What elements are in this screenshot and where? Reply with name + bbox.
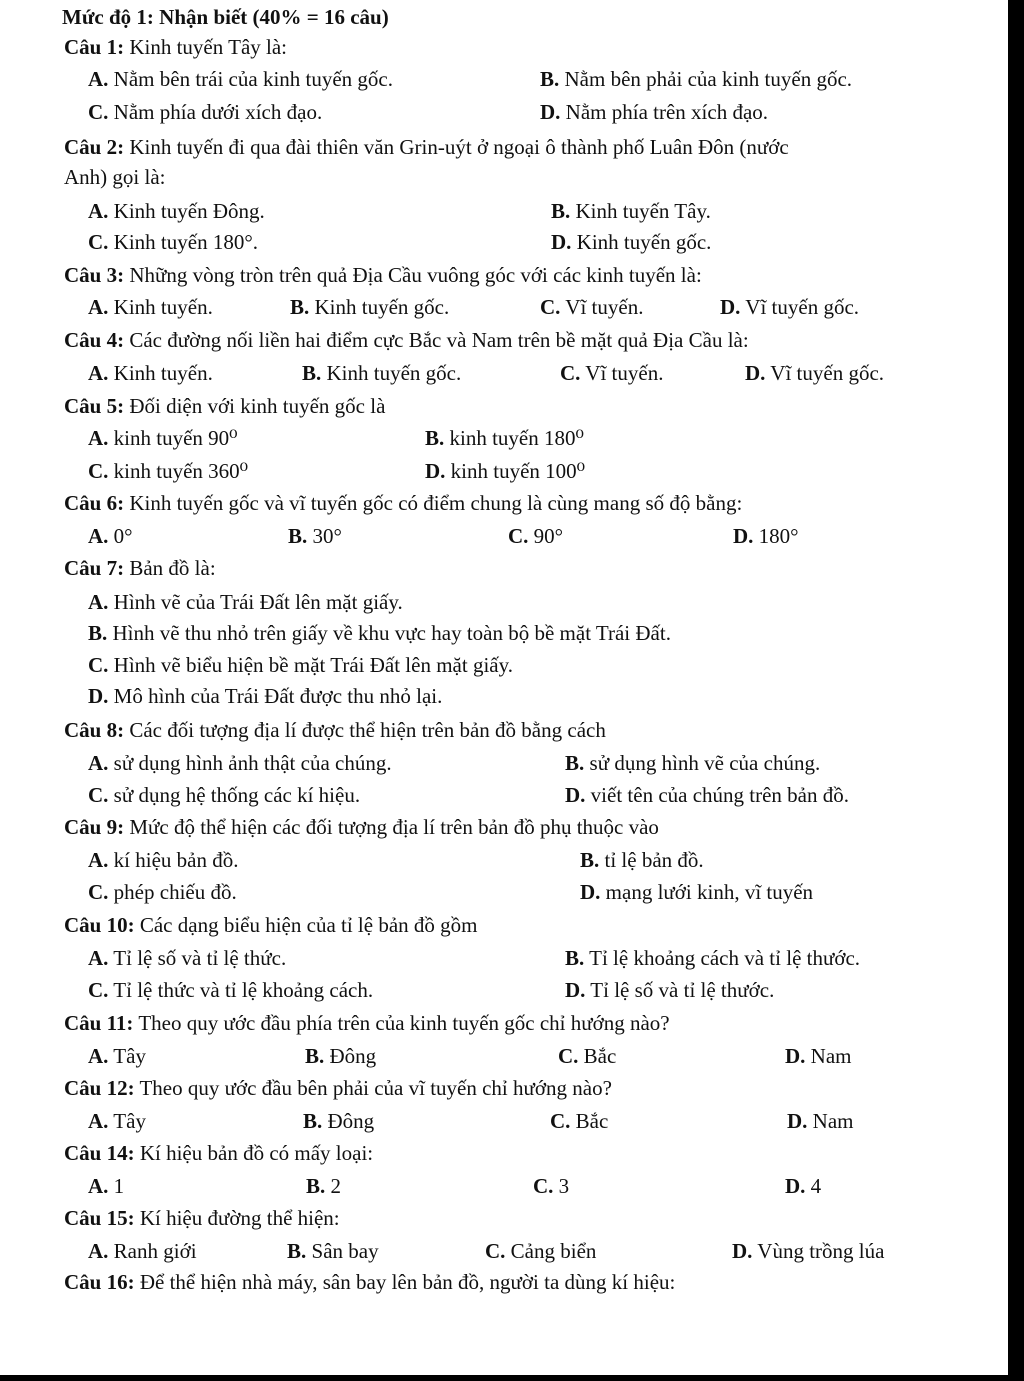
option-letter: D.	[733, 524, 754, 548]
option-letter: A.	[88, 848, 109, 872]
question-text-continued: Anh) gọi là:	[64, 165, 166, 189]
option-text: 30°	[312, 524, 342, 548]
option-letter: B.	[580, 848, 600, 872]
question-label: Câu 11:	[64, 1011, 134, 1035]
answer-option	[88, 1171, 124, 1201]
option-letter: B.	[306, 1174, 326, 1198]
option-letter: C.	[88, 230, 109, 254]
option-text: Vĩ tuyến gốc.	[745, 295, 860, 319]
question-label: Câu 1:	[64, 35, 125, 59]
option-letter: D.	[565, 978, 586, 1002]
option-text: Vĩ tuyến.	[565, 295, 644, 319]
option-text: Kinh tuyến Đông.	[113, 199, 265, 223]
option-text: Nằm bên phải của kinh tuyến gốc.	[564, 67, 853, 91]
option-text: Mô hình của Trái Đất được thu nhỏ lại.	[113, 684, 443, 708]
option-letter: D.	[787, 1109, 808, 1133]
question-line	[64, 260, 702, 290]
option-text: Cảng biển	[510, 1239, 597, 1263]
option-letter: B.	[287, 1239, 307, 1263]
answer-option	[287, 1236, 379, 1266]
question-label: Câu 3:	[64, 263, 125, 287]
option-letter: B.	[565, 946, 585, 970]
option-letter: D.	[720, 295, 741, 319]
option-text: 2	[330, 1174, 342, 1198]
question-label: Câu 14:	[64, 1141, 135, 1165]
option-letter: B.	[425, 426, 445, 450]
answer-option	[288, 521, 342, 551]
option-text: 90°	[533, 524, 564, 548]
answer-option	[540, 292, 643, 322]
option-text: 1	[113, 1174, 125, 1198]
answer-option	[88, 618, 671, 648]
answer-option	[425, 423, 584, 453]
answer-option	[88, 97, 322, 127]
option-text: Kinh tuyến gốc.	[326, 361, 462, 385]
answer-option	[306, 1171, 341, 1201]
question-label: Câu 5:	[64, 394, 125, 418]
option-text: kinh tuyến 90⁰	[113, 426, 238, 450]
answer-option	[88, 845, 238, 875]
question-text: Kinh tuyến gốc và vĩ tuyến gốc có điểm chung là cùng mang số độ bằng:	[129, 491, 743, 515]
question-line	[64, 1138, 373, 1168]
question-text: Theo quy ước đầu phía trên của kinh tuyến gốc chỉ hướng nào?	[138, 1011, 670, 1035]
bottom-border-bar	[0, 1375, 1024, 1381]
question-line	[64, 812, 659, 842]
option-letter: A.	[88, 1239, 109, 1263]
option-letter: B.	[288, 524, 308, 548]
answer-option	[551, 196, 711, 226]
option-letter: C.	[560, 361, 581, 385]
option-letter: C.	[88, 880, 109, 904]
option-text: mạng lưới kinh, vĩ tuyến	[605, 880, 814, 904]
question-line	[64, 132, 789, 162]
option-letter: B.	[305, 1044, 325, 1068]
question-text: Các đường nối liền hai điểm cực Bắc và Nam trên bề mặt quả Địa Cầu là:	[129, 328, 749, 352]
question-line	[64, 553, 216, 583]
option-letter: D.	[540, 100, 561, 124]
option-text: Ranh giới	[113, 1239, 197, 1263]
option-text: Nằm phía trên xích đạo.	[565, 100, 769, 124]
option-text: kí hiệu bản đồ.	[113, 848, 239, 872]
option-text: Kinh tuyến gốc.	[314, 295, 450, 319]
option-letter: C.	[88, 978, 109, 1002]
option-letter: B.	[565, 751, 585, 775]
answer-option	[733, 521, 799, 551]
question-label: Câu 8:	[64, 718, 125, 742]
question-text: Kí hiệu đường thể hiện:	[139, 1206, 340, 1230]
option-text: Hình vẽ biểu hiện bề mặt Trái Đất lên mặt giấy.	[113, 653, 513, 677]
option-letter: D.	[88, 684, 109, 708]
option-text: Vĩ tuyến.	[585, 361, 664, 385]
answer-option	[88, 943, 286, 973]
answer-option	[88, 227, 258, 257]
question-text: Đối diện với kinh tuyến gốc là	[129, 394, 386, 418]
question-line	[64, 715, 606, 745]
option-letter: B.	[88, 621, 108, 645]
option-letter: A.	[88, 751, 109, 775]
question-label: Câu 4:	[64, 328, 125, 352]
answer-option	[720, 292, 859, 322]
question-text: Kí hiệu bản đồ có mấy loại:	[139, 1141, 374, 1165]
option-text: Bắc	[575, 1109, 609, 1133]
answer-option	[303, 1106, 374, 1136]
option-text: kinh tuyến 180⁰	[449, 426, 584, 450]
option-letter: A.	[88, 1109, 109, 1133]
question-text: Để thể hiện nhà máy, sân bay lên bản đồ, người ta dùng kí hiệu:	[139, 1270, 676, 1294]
option-letter: B.	[290, 295, 310, 319]
answer-option	[558, 1041, 616, 1071]
answer-option	[745, 358, 884, 388]
option-letter: C.	[88, 459, 109, 483]
option-text: Vùng trồng lúa	[757, 1239, 885, 1263]
option-letter: B.	[551, 199, 571, 223]
option-text: Nằm phía dưới xích đạo.	[113, 100, 323, 124]
answer-option	[565, 780, 849, 810]
answer-option	[88, 521, 133, 551]
answer-option	[540, 97, 768, 127]
answer-option	[290, 292, 449, 322]
answer-option	[785, 1171, 821, 1201]
question-label: Câu 12:	[64, 1076, 135, 1100]
option-letter: A.	[88, 199, 109, 223]
answer-option	[785, 1041, 852, 1071]
option-letter: C.	[540, 295, 561, 319]
option-letter: B.	[303, 1109, 323, 1133]
option-text: Sân bay	[311, 1239, 379, 1263]
question-label: Câu 6:	[64, 491, 125, 515]
option-letter: C.	[508, 524, 529, 548]
option-letter: A.	[88, 590, 109, 614]
option-text: Tỉ lệ thức và tỉ lệ khoảng cách.	[113, 978, 374, 1002]
answer-option	[565, 748, 820, 778]
answer-option	[565, 975, 774, 1005]
section-heading: Mức độ 1: Nhận biết (40% = 16 câu)	[62, 5, 389, 29]
option-text: sử dụng hệ thống các kí hiệu.	[113, 783, 361, 807]
option-text: kinh tuyến 100⁰	[450, 459, 586, 483]
question-line	[64, 325, 749, 355]
question-line	[64, 1267, 675, 1297]
question-text: Mức độ thể hiện các đối tượng địa lí trên bản đồ phụ thuộc vào	[129, 815, 659, 839]
option-text: Kinh tuyến Tây.	[575, 199, 711, 223]
option-text: 4	[810, 1174, 822, 1198]
question-line	[64, 910, 478, 940]
question-label: Câu 15:	[64, 1206, 135, 1230]
option-text: Kinh tuyến.	[113, 361, 213, 385]
option-letter: C.	[88, 783, 109, 807]
answer-option	[88, 877, 237, 907]
answer-option	[88, 650, 513, 680]
answer-option	[580, 845, 704, 875]
option-letter: C.	[558, 1044, 579, 1068]
answer-option	[88, 681, 442, 711]
option-text: Tỉ lệ số và tỉ lệ thức.	[113, 946, 287, 970]
answer-option	[508, 521, 563, 551]
answer-option	[88, 975, 373, 1005]
answer-option	[88, 456, 248, 486]
answer-option	[88, 748, 392, 778]
question-line	[64, 488, 742, 518]
answer-option	[88, 780, 360, 810]
option-text: Đông	[327, 1109, 375, 1133]
question-text: Theo quy ước đầu bên phải của vĩ tuyến chỉ hướng nào?	[139, 1076, 612, 1100]
option-letter: A.	[88, 1044, 109, 1068]
question-label: Câu 7:	[64, 556, 125, 580]
option-text: Tây	[113, 1044, 146, 1068]
option-text: Hình vẽ thu nhỏ trên giấy về khu vực hay toàn bộ bề mặt Trái Đất.	[112, 621, 671, 645]
option-text: 180°	[758, 524, 799, 548]
option-text: Hình vẽ của Trái Đất lên mặt giấy.	[113, 590, 403, 614]
option-letter: A.	[88, 361, 109, 385]
option-letter: D.	[785, 1174, 806, 1198]
question-line	[64, 32, 287, 62]
option-letter: B.	[540, 67, 560, 91]
answer-option	[88, 587, 403, 617]
option-letter: C.	[88, 100, 109, 124]
answer-option	[485, 1236, 596, 1266]
question-label: Câu 10:	[64, 913, 135, 937]
option-letter: B.	[302, 361, 322, 385]
question-line	[64, 1008, 670, 1038]
option-text: Đông	[329, 1044, 377, 1068]
option-letter: A.	[88, 946, 109, 970]
answer-option	[302, 358, 461, 388]
option-letter: A.	[88, 1174, 109, 1198]
option-text: sử dụng hình vẽ của chúng.	[589, 751, 821, 775]
question-text: Các dạng biểu hiện của tỉ lệ bản đồ gồm	[139, 913, 478, 937]
answer-option	[787, 1106, 854, 1136]
option-letter: C.	[88, 653, 109, 677]
answer-option	[550, 1106, 608, 1136]
option-text: kinh tuyến 360⁰	[113, 459, 249, 483]
question-text: Những vòng tròn trên quả Địa Cầu vuông góc với các kinh tuyến là:	[129, 263, 702, 287]
option-text: Kinh tuyến.	[113, 295, 213, 319]
answer-option	[551, 227, 711, 257]
answer-option	[88, 423, 238, 453]
answer-option	[88, 358, 213, 388]
right-border-bar	[1008, 0, 1024, 1381]
answer-option	[88, 292, 213, 322]
answer-option	[88, 196, 265, 226]
option-letter: D.	[551, 230, 572, 254]
option-text: Nam	[810, 1044, 852, 1068]
answer-option	[88, 1236, 197, 1266]
option-text: Tỉ lệ khoảng cách và tỉ lệ thước.	[589, 946, 861, 970]
option-letter: D.	[425, 459, 446, 483]
question-label: Câu 9:	[64, 815, 125, 839]
question-text: Bản đồ là:	[129, 556, 216, 580]
option-letter: A.	[88, 426, 109, 450]
answer-option	[88, 1041, 146, 1071]
answer-option	[88, 64, 393, 94]
answer-option	[305, 1041, 376, 1071]
question-text: Kinh tuyến Tây là:	[129, 35, 288, 59]
option-letter: D.	[580, 880, 601, 904]
question-line	[64, 1203, 340, 1233]
option-letter: D.	[565, 783, 586, 807]
question-label: Câu 2:	[64, 135, 125, 159]
option-letter: D.	[732, 1239, 753, 1263]
answer-option	[88, 1106, 146, 1136]
answer-option	[540, 64, 852, 94]
option-letter: C.	[533, 1174, 554, 1198]
answer-option	[533, 1171, 569, 1201]
question-label: Câu 16:	[64, 1270, 135, 1294]
answer-option	[580, 877, 813, 907]
answer-option	[565, 943, 860, 973]
answer-option	[732, 1236, 884, 1266]
option-text: tỉ lệ bản đồ.	[604, 848, 704, 872]
option-letter: C.	[485, 1239, 506, 1263]
option-letter: A.	[88, 524, 109, 548]
option-text: 3	[558, 1174, 570, 1198]
option-text: Tây	[113, 1109, 146, 1133]
question-line	[64, 1073, 612, 1103]
option-letter: A.	[88, 67, 109, 91]
option-text: Tỉ lệ số và tỉ lệ thước.	[590, 978, 775, 1002]
option-text: Nam	[812, 1109, 854, 1133]
option-text: viết tên của chúng trên bản đồ.	[590, 783, 849, 807]
option-text: Vĩ tuyến gốc.	[770, 361, 885, 385]
option-letter: A.	[88, 295, 109, 319]
option-text: Kinh tuyến 180°.	[113, 230, 258, 254]
answer-option	[560, 358, 663, 388]
question-text: Kinh tuyến đi qua đài thiên văn Grin-uýt ở ngoại ô thành phố Luân Đôn (nước	[129, 135, 789, 159]
option-text: Kinh tuyến gốc.	[576, 230, 712, 254]
option-letter: D.	[785, 1044, 806, 1068]
option-text: 0°	[113, 524, 133, 548]
option-text: Nằm bên trái của kinh tuyến gốc.	[113, 67, 393, 91]
option-text: sử dụng hình ảnh thật của chúng.	[113, 751, 392, 775]
question-text: Các đối tượng địa lí được thể hiện trên bản đồ bằng cách	[129, 718, 606, 742]
answer-option	[425, 456, 585, 486]
option-text: Bắc	[583, 1044, 617, 1068]
option-letter: D.	[745, 361, 766, 385]
question-line	[64, 391, 385, 421]
option-letter: C.	[550, 1109, 571, 1133]
option-text: phép chiếu đồ.	[113, 880, 237, 904]
